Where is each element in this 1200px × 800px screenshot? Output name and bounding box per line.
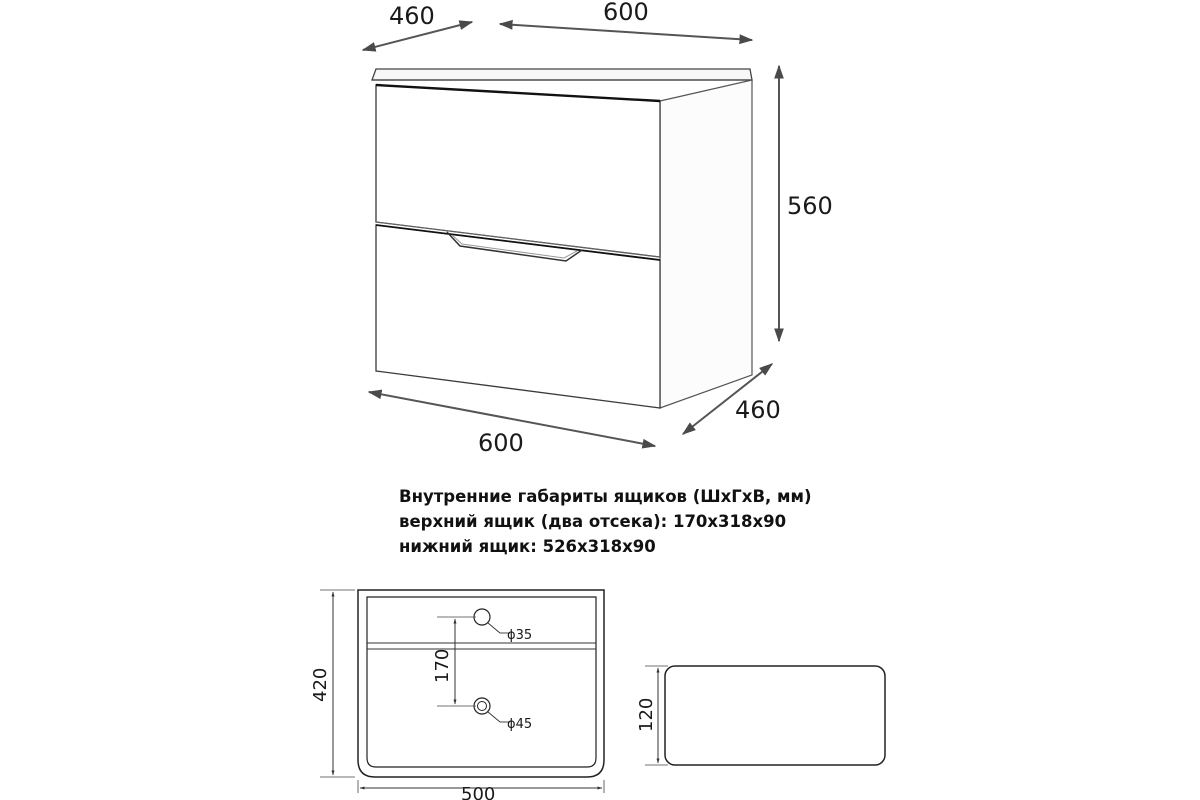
top-width-arrow (500, 24, 752, 40)
dim-top-depth-label: 460 (389, 2, 435, 30)
hole-bottom-label: ϕ45 (507, 717, 533, 732)
drawer-internal-dimensions (399, 484, 812, 559)
lower-drawer-front (376, 225, 660, 408)
spec-heading: Внутренние габариты ящиков (ШхГхВ, мм) (399, 487, 812, 506)
basin-side-outline (665, 666, 885, 765)
basin-inner-outline (367, 597, 596, 767)
dim-top-width-label: 600 (603, 0, 649, 26)
dim-basin-height-label: 420 (310, 667, 331, 702)
dim-bottom-width-label: 600 (478, 429, 524, 457)
spec-lower-drawer: нижний ящик: 526х318х90 (399, 537, 656, 556)
hole-top-label: ϕ35 (507, 628, 533, 643)
basin-outer-outline (358, 590, 604, 777)
dim-height-label: 560 (787, 192, 833, 220)
cabinet-drawing (363, 0, 833, 457)
dim-basin-width-label: 500 (461, 784, 496, 800)
spec-upper-drawer: верхний ящик (два отсека): 170х318х90 (399, 512, 787, 531)
cabinet-side-panel (660, 80, 752, 408)
cabinet-top-surface (372, 69, 752, 80)
tap-hole-icon (474, 609, 490, 625)
basin-side-drawing (636, 666, 885, 765)
dim-basin-side-height-label: 120 (636, 697, 657, 732)
dim-bottom-depth-label: 460 (735, 396, 781, 424)
basin-plan-drawing (310, 590, 604, 800)
dim-hole-spacing-label: 170 (432, 648, 453, 683)
drain-hole-icon (474, 698, 490, 714)
